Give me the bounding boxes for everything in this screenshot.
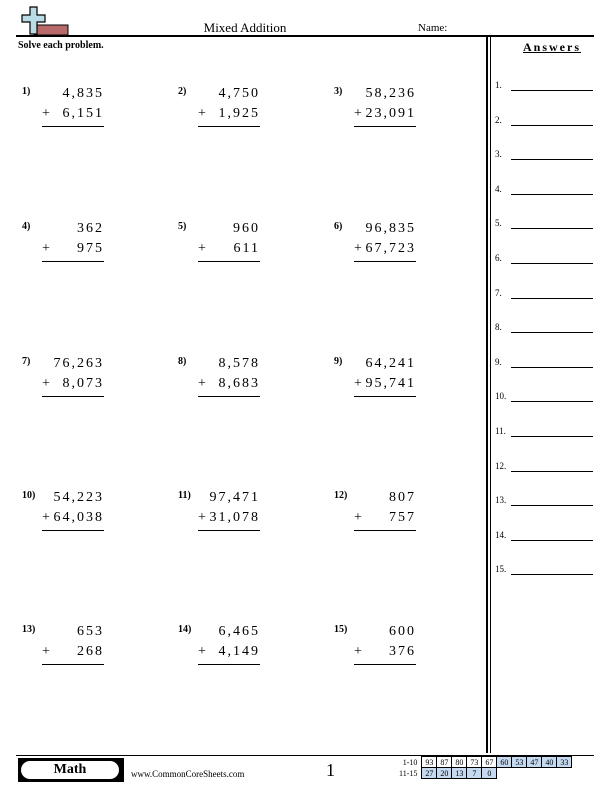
problem-number: 14) <box>178 624 192 635</box>
score-row-label: 11-15 <box>399 768 418 778</box>
plus-sign: + <box>354 644 362 659</box>
addend-bottom: 23,091 <box>365 106 416 121</box>
addend-bottom: 376 <box>389 644 416 659</box>
answer-blank[interactable] <box>511 574 593 575</box>
answer-label: 11. <box>495 426 506 436</box>
plus-sign: + <box>198 510 206 525</box>
sum-underline <box>42 396 104 397</box>
sum-underline <box>354 261 416 262</box>
answer-blank[interactable] <box>511 298 593 299</box>
score-cell: 53 <box>512 757 527 768</box>
answer-label: 3. <box>495 149 502 160</box>
addend-bottom: 6,151 <box>62 106 104 121</box>
problem-number: 5) <box>178 221 187 232</box>
answer-label: 5. <box>495 218 502 229</box>
answer-blank[interactable] <box>511 332 593 333</box>
answer-blank[interactable] <box>511 540 593 541</box>
instructions: Solve each problem. <box>18 40 104 51</box>
answer-label: 2. <box>495 114 502 125</box>
score-row-label: 1-10 <box>402 757 418 767</box>
plus-sign: + <box>198 106 206 121</box>
problem-1 <box>22 86 142 136</box>
addend-top: 807 <box>389 490 416 505</box>
answer-label: 7. <box>495 287 502 298</box>
answer-blank[interactable] <box>511 436 593 437</box>
score-cell: 73 <box>467 757 482 768</box>
sum-underline <box>198 664 260 665</box>
math-badge-label: Math <box>21 761 119 779</box>
answer-blank[interactable] <box>511 90 593 91</box>
addend-bottom: 4,149 <box>218 644 260 659</box>
sum-underline <box>42 664 104 665</box>
score-cell: 47 <box>527 757 542 768</box>
plus-sign: + <box>42 241 50 256</box>
problem-4 <box>22 221 142 271</box>
score-cell: 93 <box>422 757 437 768</box>
problem-number: 6) <box>334 221 343 232</box>
sum-underline <box>354 664 416 665</box>
problem-number: 3) <box>334 86 343 97</box>
problem-number: 12) <box>334 490 348 501</box>
problem-13 <box>22 624 142 674</box>
answer-label: 1. <box>495 80 502 90</box>
answer-blank[interactable] <box>511 401 593 402</box>
addend-top: 4,750 <box>218 86 260 101</box>
plus-sign: + <box>354 106 362 121</box>
header-rule <box>16 35 594 37</box>
answer-blank[interactable] <box>511 125 593 126</box>
problem-15 <box>334 624 454 674</box>
addend-top: 960 <box>233 221 260 236</box>
answer-blank[interactable] <box>511 471 593 472</box>
plus-sign: + <box>42 376 50 391</box>
answer-blank[interactable] <box>511 505 593 506</box>
addend-bottom: 8,683 <box>218 376 260 391</box>
problem-14 <box>178 624 298 674</box>
answers-title: Answers <box>523 40 581 54</box>
score-cell: 60 <box>497 757 512 768</box>
column-divider-inner <box>490 37 491 753</box>
addend-top: 362 <box>77 221 104 236</box>
addend-bottom: 67,723 <box>365 241 416 256</box>
score-cell: 33 <box>557 757 572 768</box>
score-table <box>396 756 572 779</box>
plus-sign: + <box>354 510 362 525</box>
addend-top: 76,263 <box>53 356 104 371</box>
plus-sign: + <box>198 241 206 256</box>
answer-label: 12. <box>495 460 507 471</box>
problem-number: 7) <box>22 356 31 367</box>
score-cell: 80 <box>452 757 467 768</box>
score-cell: 87 <box>437 757 452 768</box>
addend-top: 4,835 <box>62 86 104 101</box>
answer-blank[interactable] <box>511 159 593 160</box>
column-divider <box>486 37 488 753</box>
problem-11 <box>178 490 298 540</box>
addend-top: 54,223 <box>53 490 104 505</box>
score-cell: 7 <box>467 768 482 779</box>
answer-label: 15. <box>495 564 507 575</box>
answer-blank[interactable] <box>511 228 593 229</box>
problem-6 <box>334 221 454 271</box>
answer-label: 13. <box>495 495 507 506</box>
addend-top: 97,471 <box>209 490 260 505</box>
answer-blank[interactable] <box>511 367 593 368</box>
name-label: Name: <box>418 22 448 34</box>
plus-sign: + <box>42 644 50 659</box>
addend-bottom: 611 <box>233 241 260 256</box>
page-title: Mixed Addition <box>203 20 287 35</box>
problem-10 <box>22 490 142 540</box>
sum-underline <box>42 530 104 531</box>
sum-underline <box>198 530 260 531</box>
answer-blank[interactable] <box>511 194 593 195</box>
answer-label: 6. <box>495 253 502 263</box>
plus-sign: + <box>198 644 206 659</box>
problem-number: 10) <box>22 490 36 501</box>
problem-number: 15) <box>334 624 348 635</box>
problem-8 <box>178 356 298 406</box>
sum-underline <box>198 126 260 127</box>
problem-9 <box>334 356 454 406</box>
sum-underline <box>42 261 104 262</box>
problem-number: 9) <box>334 356 343 367</box>
problem-number: 1) <box>22 86 31 97</box>
score-cell: 0 <box>482 768 497 779</box>
score-cell: 27 <box>422 768 437 779</box>
addend-top: 58,236 <box>365 86 416 101</box>
answer-label: 9. <box>495 356 502 367</box>
problem-2 <box>178 86 298 136</box>
problem-number: 11) <box>178 490 191 501</box>
addend-bottom: 757 <box>389 510 416 525</box>
sum-underline <box>198 261 260 262</box>
addend-bottom: 268 <box>77 644 104 659</box>
problem-12 <box>334 490 454 540</box>
addend-top: 600 <box>389 624 416 639</box>
answer-label: 8. <box>495 322 502 333</box>
math-badge <box>18 758 124 782</box>
plus-sign: + <box>42 510 50 525</box>
addend-bottom: 95,741 <box>365 376 416 391</box>
score-cell: 40 <box>542 757 557 768</box>
page-number: 1 <box>326 760 335 780</box>
addend-top: 96,835 <box>365 221 416 236</box>
problem-number: 13) <box>22 624 36 635</box>
sum-underline <box>354 126 416 127</box>
addend-top: 6,465 <box>218 624 260 639</box>
site-url: www.CommonCoreSheets.com <box>131 769 245 779</box>
plus-sign: + <box>198 376 206 391</box>
plus-sign: + <box>354 241 362 256</box>
addend-top: 653 <box>77 624 104 639</box>
score-cell: 13 <box>452 768 467 779</box>
problem-3 <box>334 86 454 136</box>
answer-label: 10. <box>495 391 507 402</box>
addend-bottom: 64,038 <box>53 510 104 525</box>
score-cell: 20 <box>437 768 452 779</box>
sum-underline <box>198 396 260 397</box>
addend-top: 8,578 <box>218 356 260 371</box>
problem-7 <box>22 356 142 406</box>
addend-bottom: 975 <box>77 241 104 256</box>
problem-number: 4) <box>22 221 31 232</box>
sum-underline <box>42 126 104 127</box>
sum-underline <box>354 396 416 397</box>
answer-label: 14. <box>495 529 507 540</box>
addend-bottom: 31,078 <box>209 510 260 525</box>
sum-underline <box>354 530 416 531</box>
addend-bottom: 1,925 <box>218 106 260 121</box>
problem-number: 8) <box>178 356 187 367</box>
problem-number: 2) <box>178 86 187 97</box>
plus-sign: + <box>354 376 362 391</box>
answer-blank[interactable] <box>511 263 593 264</box>
addend-bottom: 8,073 <box>62 376 104 391</box>
addend-top: 64,241 <box>365 356 416 371</box>
problem-5 <box>178 221 298 271</box>
answer-label: 4. <box>495 183 502 194</box>
plus-sign: + <box>42 106 50 121</box>
score-cell: 67 <box>482 757 497 768</box>
